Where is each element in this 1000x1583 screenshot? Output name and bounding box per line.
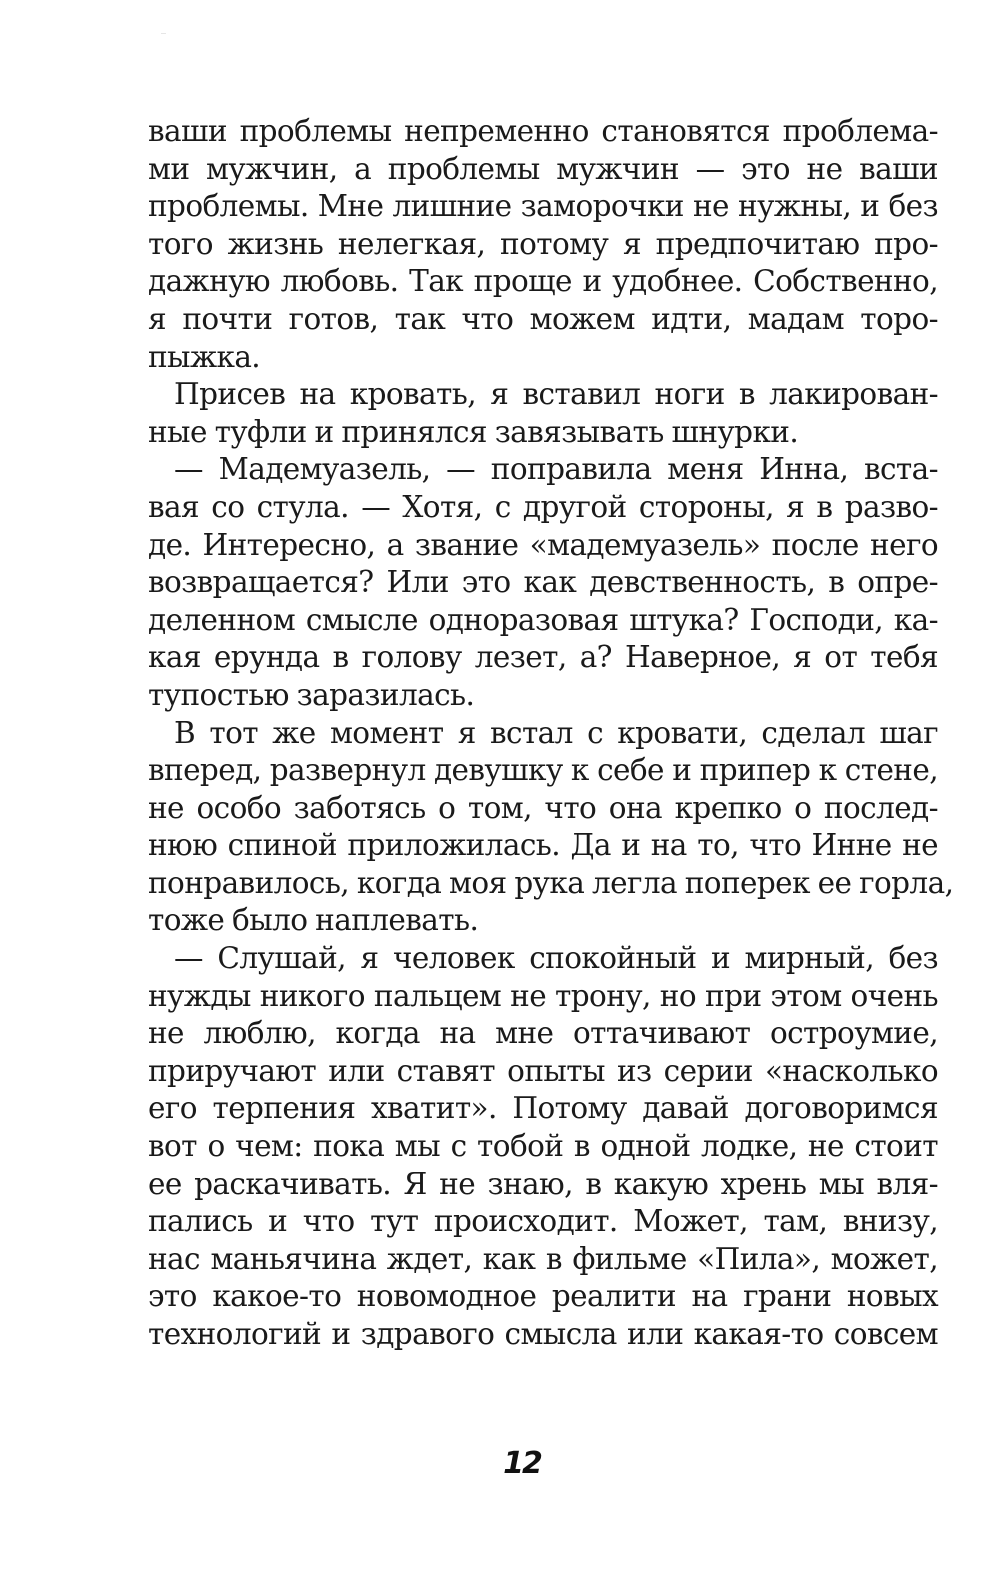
text-line: нюю спиной приложилась. Да и на то, что Инне не — [148, 828, 938, 863]
text-line: де. Интересно, а звание «мадемуазель» после него — [148, 527, 938, 562]
text-line: ми мужчин, а проблемы мужчин — это не ваши — [148, 151, 938, 186]
text-line: понравилось, когда моя рука легла поперек ее горла, — [148, 865, 954, 900]
text-line: ваши проблемы непременно становятся проблема- — [148, 114, 938, 148]
text-line: вая со стула. — Хотя, с другой стороны, я в разво- — [148, 489, 938, 524]
text-line: вот о чем: пока мы с тобой в одной лодке, не стоит — [148, 1129, 938, 1164]
text-line: ные туфли и принялся завязывать шнурки. — [148, 414, 799, 449]
text-line: приручают или ставят опыты из серии «насколько — [148, 1053, 938, 1088]
text-line: В тот же момент я встал с кровати, сделал шаг — [174, 715, 938, 750]
text-line: деленном смысле одноразовая штука? Господи, ка- — [148, 602, 938, 637]
text-line: того жизнь нелегкая, потому я предпочитаю про- — [148, 226, 938, 261]
text-line: нас маньячина ждет, как в фильме «Пила», может, — [148, 1241, 938, 1276]
text-line: тупостью заразилась. — [148, 677, 475, 712]
text-line: его терпения хватит». Потому давай договоримся — [148, 1091, 938, 1126]
text-line: пались и что тут происходит. Может, там, внизу, — [148, 1204, 938, 1239]
text-line: это какое-то новомодное реалити на грани новых — [148, 1279, 938, 1314]
text-line: проблемы. Мне лишние заморочки не нужны, и без — [148, 189, 938, 224]
text-line: кая ерунда в голову лезет, а? Наверное, я от тебя — [148, 640, 938, 675]
body-text — [148, 113, 954, 1354]
text-line: вперед, развернул девушку к себе и припер к стене, — [148, 753, 938, 788]
text-line: тоже было наплевать. — [148, 903, 479, 938]
page-number: 12 — [503, 1446, 541, 1481]
text-line: не люблю, когда на мне оттачивают остроумие, — [148, 1016, 938, 1051]
text-line: пыжка. — [148, 339, 261, 374]
text-line: — Мадемуазель, — поправила меня Инна, вста- — [174, 452, 938, 487]
text-line: ее раскачивать. Я не знаю, в какую хрень мы вля- — [148, 1166, 938, 1201]
text-line: дажную любовь. Так проще и удобнее. Собственно, — [148, 264, 938, 299]
text-line: я почти готов, так что можем идти, мадам торо- — [148, 301, 938, 336]
text-line: Присев на кровать, я вставил ноги в лакирован- — [174, 377, 938, 412]
scan-speck — [161, 33, 166, 34]
text-line: возвращается? Или это как девственность, в опре- — [148, 565, 938, 600]
text-line: технологий и здравого смысла или какая-то совсем — [148, 1317, 938, 1351]
text-line: нужды никого пальцем не трону, но при этом очень — [148, 978, 938, 1013]
text-line: — Слушай, я человек спокойный и мирный, без — [174, 941, 938, 976]
text-line: не особо заботясь о том, что она крепко о послед- — [148, 790, 938, 825]
